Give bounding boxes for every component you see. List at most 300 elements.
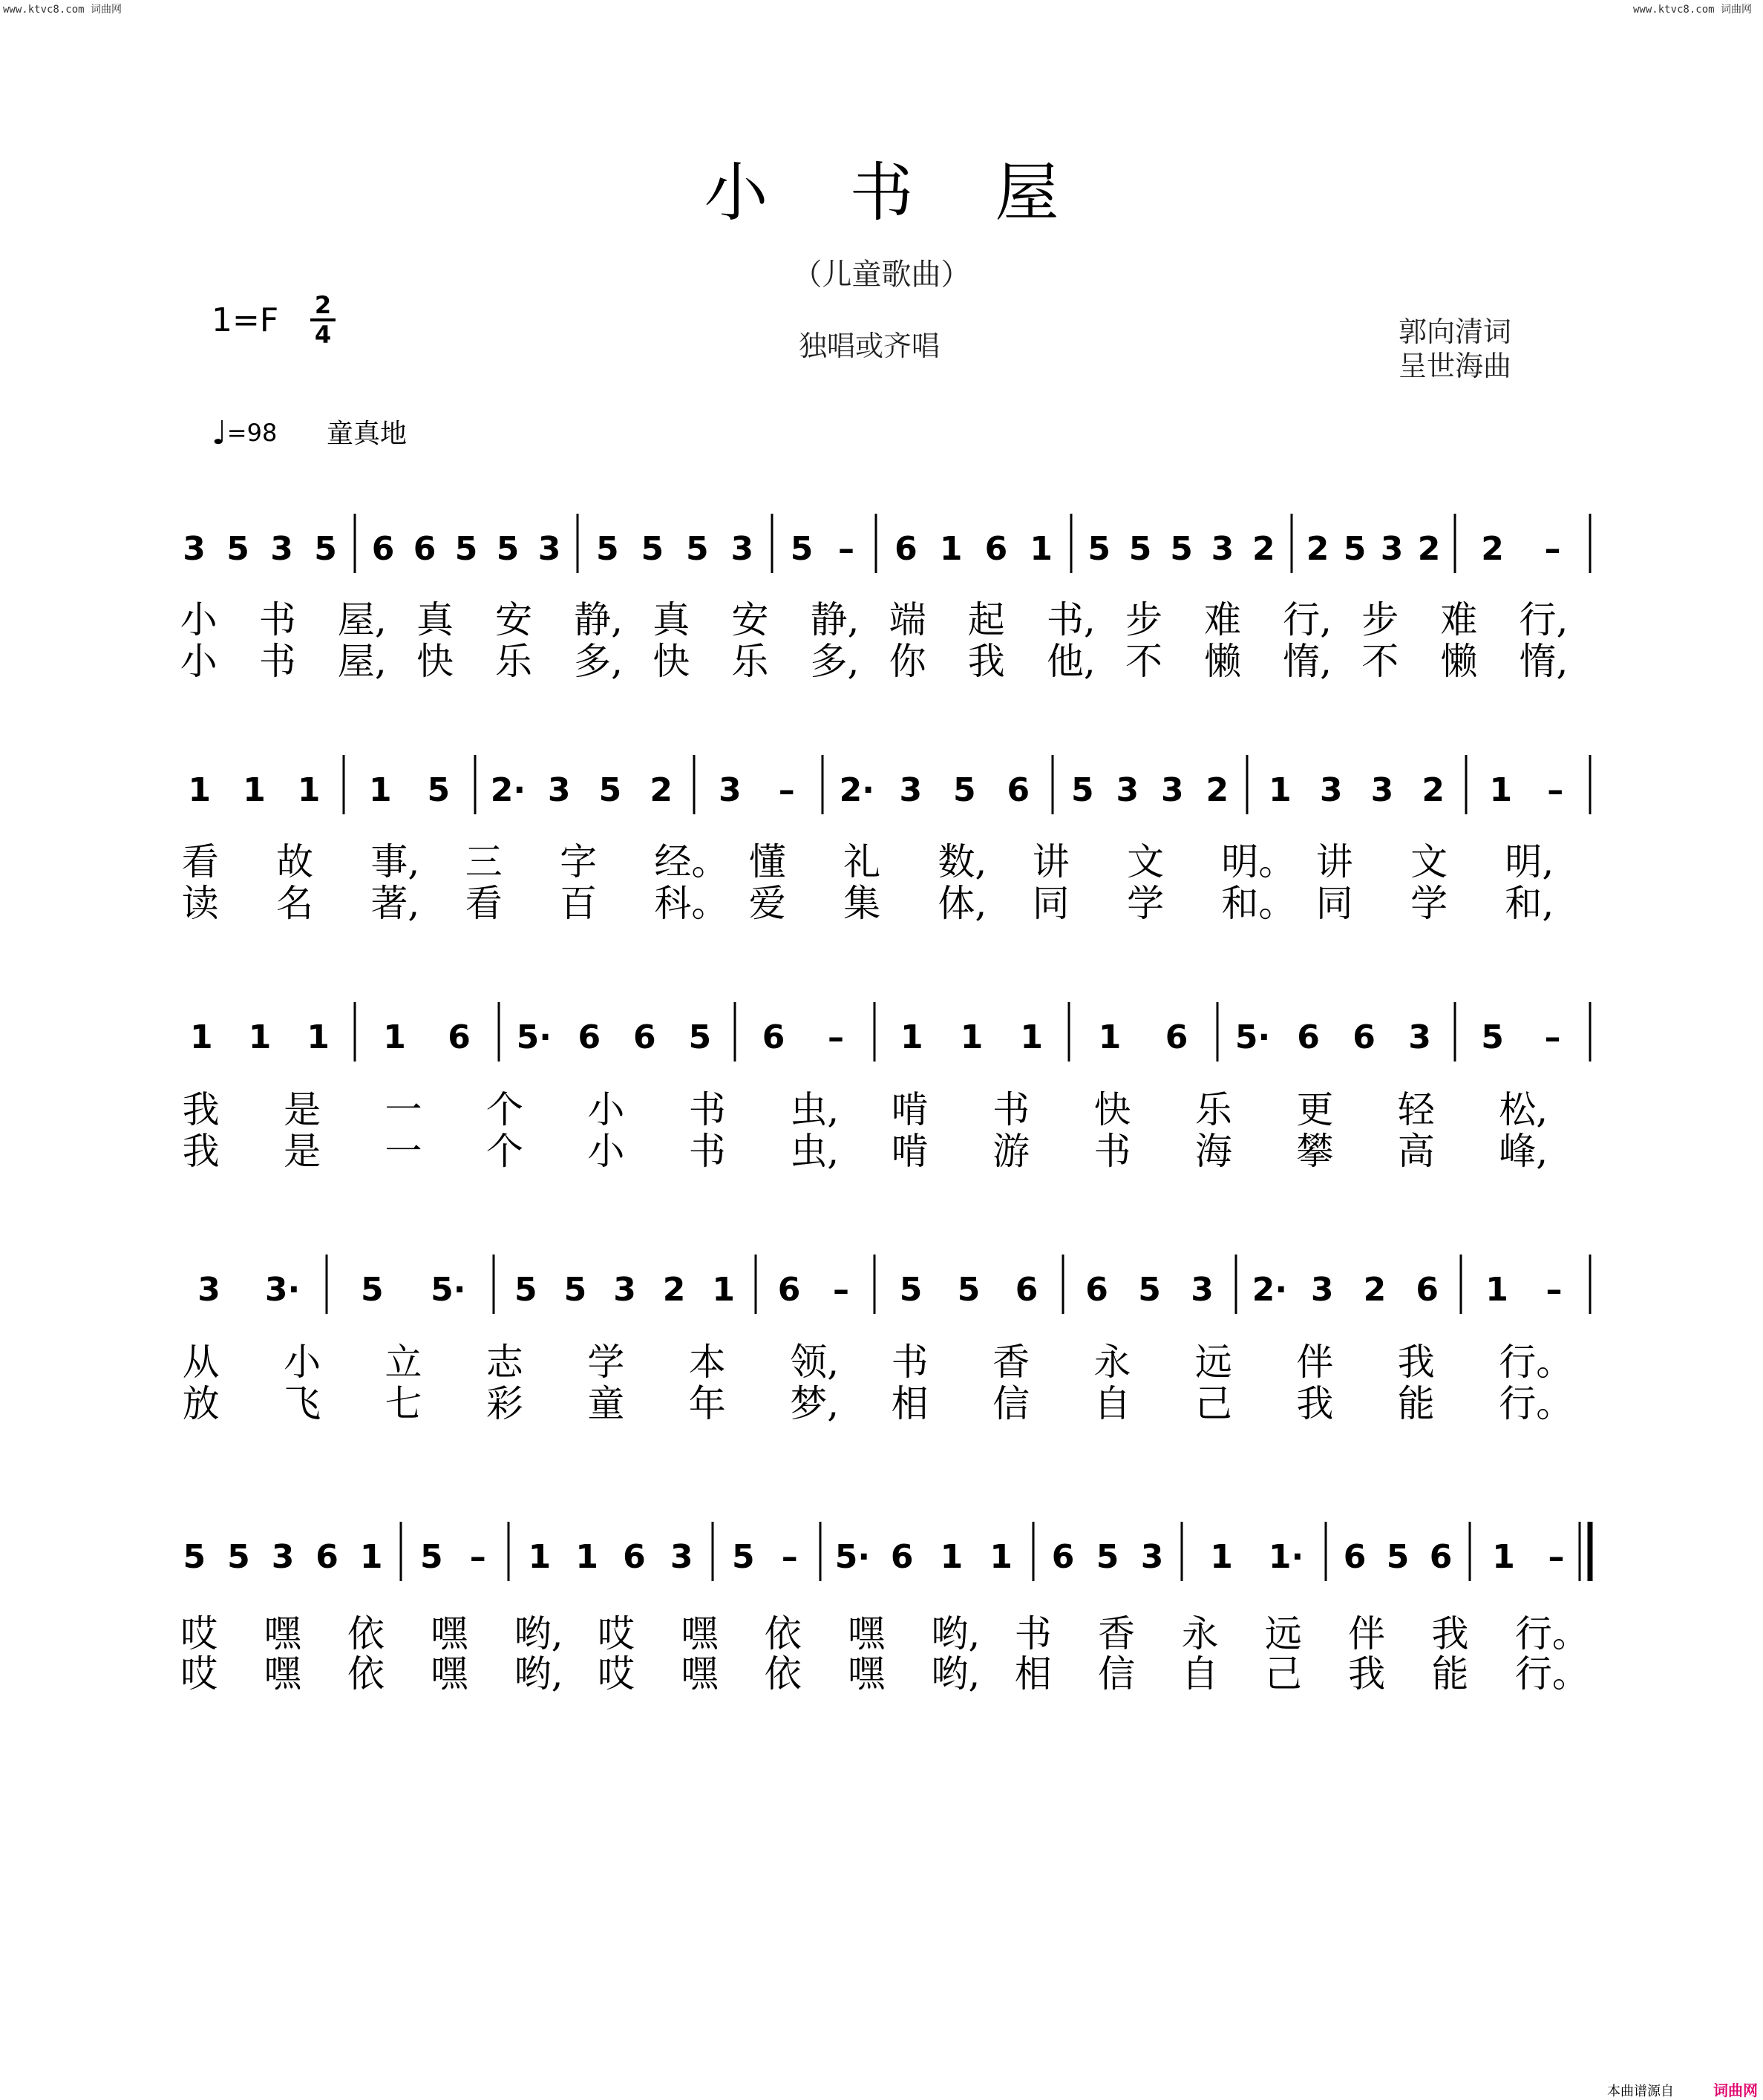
lyric-syllable: 本 [688, 1341, 726, 1384]
lyric-syllable: 书 [688, 1130, 726, 1173]
lyric-syllable: 看 [181, 840, 219, 883]
lyric-syllable: 同 [1315, 882, 1353, 925]
lyric-syllable: 难 [1204, 598, 1242, 641]
lyric-syllable: 小 [587, 1130, 625, 1173]
lyric-syllable: 个 [485, 1088, 523, 1131]
lyric-syllable: 是 [284, 1088, 321, 1131]
lyric-syllable: 立 [385, 1341, 422, 1384]
lyric-syllable: 自 [1181, 1652, 1219, 1695]
lyric-syllable: 步 [1361, 598, 1399, 641]
note: 1 [960, 1018, 984, 1056]
watermark-top-left: www.ktvc8.com 词曲网 [3, 4, 122, 16]
note: 6 [1416, 1271, 1439, 1309]
lyric-syllable: 我 [1431, 1612, 1469, 1655]
lyric-syllable: 嘿 [431, 1652, 468, 1695]
lyric-syllable: 乐 [731, 640, 769, 683]
note: 3 [899, 771, 923, 809]
note: 5 [419, 1538, 443, 1576]
lyric-syllable: 学 [1127, 882, 1165, 925]
lyric-syllable: 己 [1264, 1652, 1302, 1695]
lyric-syllable: 行, [1283, 598, 1332, 641]
lyric-syllable: 起 [967, 598, 1005, 641]
lyric-syllable: 同 [1032, 882, 1070, 925]
note: 6 [984, 530, 1008, 568]
note: – [828, 1018, 844, 1056]
lyric-syllable: 我 [1348, 1652, 1386, 1695]
lyric-syllable: 是 [284, 1130, 321, 1173]
note: 3 [1370, 771, 1394, 809]
note: 2 [1206, 771, 1229, 809]
note: – [1544, 1018, 1561, 1056]
lyric-syllable: 书 [258, 598, 296, 641]
note: 5 [731, 1538, 755, 1576]
staff-3 [183, 1002, 1590, 1173]
note: 6 [777, 1271, 801, 1309]
lyric-syllable: 哎 [180, 1652, 218, 1695]
lyric-syllable: 字 [560, 840, 598, 883]
note: 3 [270, 530, 293, 568]
note: 1 [1489, 771, 1513, 809]
note: 1 [575, 1538, 598, 1576]
staff-2 [182, 755, 1590, 925]
note: 5· [1234, 1018, 1271, 1056]
note: 1 [1485, 1271, 1508, 1309]
lyric-syllable: 礼 [843, 840, 881, 883]
note: 3 [1319, 771, 1343, 809]
note: – [838, 530, 854, 568]
lyric-syllable: 行。 [1499, 1382, 1574, 1425]
note: 1 [190, 1018, 213, 1056]
lyric-syllable: 志 [485, 1341, 523, 1384]
lyric-syllable: 懒 [1204, 640, 1242, 683]
lyric-syllable: 科。 [654, 882, 729, 925]
lyric-syllable: 哟, [931, 1652, 981, 1695]
lyric-syllable: 能 [1397, 1382, 1435, 1425]
note: 2 [1363, 1271, 1387, 1309]
tempo-value: =98 [226, 419, 278, 447]
note: 3 [1380, 530, 1404, 568]
note: 5 [641, 530, 664, 568]
note: – [469, 1538, 486, 1576]
note: 6 [1051, 1538, 1075, 1576]
note: 3 [271, 1538, 295, 1576]
staff-4 [183, 1255, 1590, 1425]
note: 6 [448, 1018, 471, 1056]
note: 5 [226, 530, 249, 568]
lyric-syllable: 书 [688, 1088, 726, 1131]
lyric-syllable: 嘿 [264, 1652, 301, 1695]
note: 6 [890, 1538, 914, 1576]
note: 3 [1140, 1538, 1164, 1576]
lyric-syllable: 端 [889, 598, 926, 641]
note: 3 [197, 1271, 220, 1309]
note: 6 [1343, 1538, 1367, 1576]
lyric-syllable: 能 [1431, 1652, 1469, 1695]
note: – [1547, 771, 1564, 809]
lyric-syllable: 集 [843, 882, 881, 925]
lyric-syllable: 更 [1296, 1088, 1334, 1131]
song-subtitle: （儿童歌曲） [792, 258, 971, 292]
note: 5 [1070, 771, 1094, 809]
note: 5 [563, 1271, 587, 1309]
note: 1 [1020, 1018, 1043, 1056]
lyric-syllable: 书 [1093, 1130, 1131, 1173]
lyric-syllable: 一 [385, 1088, 422, 1131]
lyric-syllable: 我 [182, 1088, 220, 1131]
lyric-syllable: 从 [182, 1341, 220, 1384]
quarter-note-icon: ♩ [212, 414, 227, 452]
note: 1 [940, 1538, 964, 1576]
lyricist-credit: 郭向清词 [1399, 315, 1512, 348]
note: 5 [1128, 530, 1152, 568]
lyric-syllable: 小 [284, 1341, 321, 1384]
note: 1 [528, 1538, 552, 1576]
lyric-syllable: 自 [1093, 1382, 1131, 1425]
lyric-syllable: 故 [276, 840, 314, 883]
lyric-syllable: 依 [347, 1612, 385, 1655]
lyric-syllable: 安 [495, 598, 533, 641]
note: 6 [894, 530, 918, 568]
lyric-syllable: 三 [465, 840, 503, 883]
note: 6 [371, 530, 395, 568]
lyric-syllable: 名 [276, 882, 314, 925]
lyric-syllable: 书 [891, 1341, 929, 1384]
lyric-syllable: 嘿 [848, 1652, 886, 1695]
lyric-syllable: 体, [938, 882, 987, 925]
lyric-syllable: 一 [385, 1130, 422, 1173]
lyric-syllable: 懂 [748, 840, 786, 883]
lyric-syllable: 哎 [598, 1612, 635, 1655]
lyric-syllable: 相 [1014, 1652, 1052, 1695]
lyric-syllable: 百 [560, 882, 598, 925]
note: 6 [632, 1018, 656, 1056]
note: 1 [297, 771, 321, 809]
lyric-syllable: 讲 [1032, 840, 1070, 883]
note: 3 [1408, 1018, 1431, 1056]
lyric-syllable: 高 [1397, 1130, 1435, 1173]
note: 1 [1269, 771, 1292, 809]
note: 1 [368, 771, 392, 809]
note: 3 [1310, 1271, 1334, 1309]
note: 2· [839, 771, 874, 809]
lyric-syllable: 依 [764, 1612, 802, 1655]
note: 6 [413, 530, 436, 568]
note: 3 [537, 530, 561, 568]
note: 5 [688, 1018, 712, 1056]
lyric-syllable: 快 [1093, 1088, 1131, 1131]
note: 2· [490, 771, 526, 809]
note: 3 [730, 530, 754, 568]
note: 6 [578, 1018, 601, 1056]
lyric-syllable: 事, [370, 840, 420, 883]
lyric-syllable: 攀 [1296, 1130, 1334, 1173]
lyric-syllable: 哎 [180, 1612, 218, 1655]
note: – [1544, 530, 1561, 568]
note: 1 [939, 530, 963, 568]
note: 6 [623, 1538, 646, 1576]
lyric-syllable: 和, [1505, 882, 1554, 925]
lyric-syllable: 飞 [284, 1382, 321, 1425]
note: 5 [685, 530, 709, 568]
lyric-syllable: 永 [1181, 1612, 1219, 1655]
lyric-syllable: 行。 [1514, 1652, 1589, 1695]
lyric-syllable: 多, [574, 640, 624, 683]
lyric-syllable: 放 [182, 1382, 220, 1425]
note: 5 [1386, 1538, 1410, 1576]
footer-site-logo: 词曲网 [1713, 2081, 1758, 2099]
lyric-syllable: 七 [385, 1382, 422, 1425]
note: 5 [360, 1271, 384, 1309]
note: 1· [1268, 1538, 1304, 1576]
staff-5 [180, 1522, 1590, 1695]
note: 3 [1211, 530, 1234, 568]
note: 6 [1352, 1018, 1376, 1056]
note: 6 [1429, 1538, 1453, 1576]
note: 5 [496, 530, 520, 568]
note: 5 [1138, 1271, 1161, 1309]
lyric-syllable: 虫, [790, 1130, 840, 1173]
note: 6 [1007, 771, 1030, 809]
note: 6 [1015, 1271, 1038, 1309]
note: 5 [454, 530, 478, 568]
lyric-syllable: 乐 [495, 640, 533, 683]
lyric-syllable: 快 [652, 640, 690, 683]
lyric-syllable: 海 [1194, 1130, 1232, 1173]
lyric-syllable: 屋, [337, 598, 387, 641]
lyric-syllable: 我 [182, 1130, 220, 1173]
lyric-syllable: 松, [1499, 1088, 1548, 1131]
lyric-syllable: 经。 [654, 840, 729, 883]
lyric-syllable: 文 [1127, 840, 1165, 883]
note: 5 [314, 530, 337, 568]
lyric-syllable: 书 [1014, 1612, 1052, 1655]
lyric-syllable: 小 [587, 1088, 625, 1131]
lyric-syllable: 文 [1410, 840, 1448, 883]
note: 1 [307, 1018, 330, 1056]
lyric-syllable: 和。 [1221, 882, 1296, 925]
note: – [778, 771, 795, 809]
note: 5 [183, 1538, 206, 1576]
note: 3 [613, 1271, 636, 1309]
note: 2 [1252, 530, 1275, 568]
lyric-syllable: 著, [370, 882, 420, 925]
lyric-syllable: 我 [1296, 1382, 1334, 1425]
time-signature-top: 2 [314, 291, 332, 319]
note: 5 [1481, 1018, 1504, 1056]
lyric-syllable: 真 [652, 598, 690, 641]
lyric-syllable: 己 [1194, 1382, 1232, 1425]
note: 5· [431, 1271, 466, 1309]
lyric-syllable: 嘿 [264, 1612, 301, 1655]
lyric-syllable: 虫, [790, 1088, 840, 1131]
lyric-syllable: 屋, [337, 640, 387, 683]
lyric-syllable: 年 [688, 1382, 726, 1425]
note: 1 [990, 1538, 1013, 1576]
lyric-syllable: 书 [992, 1088, 1030, 1131]
lyric-syllable: 相 [891, 1382, 929, 1425]
note: 3 [183, 530, 206, 568]
lyric-syllable: 不 [1361, 640, 1399, 683]
note: 2 [650, 771, 673, 809]
lyric-syllable: 数, [938, 840, 987, 883]
lyric-syllable: 惰, [1519, 640, 1569, 683]
lyric-syllable: 行, [1519, 598, 1569, 641]
composer-credit: 呈世海曲 [1399, 350, 1512, 382]
lyric-syllable: 快 [416, 640, 454, 683]
lyric-syllable: 我 [967, 640, 1005, 683]
note: 5 [427, 771, 451, 809]
note: 5 [952, 771, 976, 809]
lyric-syllable: 难 [1440, 598, 1478, 641]
lyric-syllable: 读 [181, 882, 219, 925]
note: 5 [598, 771, 622, 809]
lyric-syllable: 他, [1046, 640, 1096, 683]
lyric-syllable: 书, [1046, 598, 1096, 641]
note: 3 [670, 1538, 693, 1576]
lyric-syllable: 童 [587, 1382, 625, 1425]
lyric-syllable: 啃 [891, 1088, 929, 1131]
note: 5 [957, 1271, 981, 1309]
lyric-syllable: 明。 [1221, 840, 1296, 883]
lyric-syllable: 嘿 [848, 1612, 886, 1655]
note: 6 [315, 1538, 338, 1576]
lyric-syllable: 我 [1397, 1341, 1435, 1384]
lyric-syllable: 香 [992, 1341, 1030, 1384]
note: 5· [834, 1538, 871, 1576]
note: 1 [248, 1018, 272, 1056]
lyric-syllable: 步 [1125, 598, 1162, 641]
note: – [833, 1271, 849, 1309]
note: 5 [1096, 1538, 1119, 1576]
note: 5 [227, 1538, 250, 1576]
expression-marking: 童真地 [327, 419, 408, 449]
note: 3 [1191, 1271, 1214, 1309]
performance-note: 独唱或齐唱 [799, 330, 941, 362]
note: 6 [1085, 1271, 1108, 1309]
note: 1 [712, 1271, 736, 1309]
lyric-syllable: 行。 [1514, 1612, 1589, 1655]
note: 5 [1170, 530, 1193, 568]
note: 3 [547, 771, 571, 809]
lyric-syllable: 嘿 [431, 1612, 468, 1655]
song-title: 小书屋 [704, 156, 1141, 230]
lyric-syllable: 小 [180, 640, 217, 683]
lyric-syllable: 静, [574, 598, 624, 641]
lyric-syllable: 个 [485, 1130, 523, 1173]
note: 3 [1116, 771, 1139, 809]
lyric-syllable: 峰, [1499, 1130, 1548, 1173]
note: 1 [1098, 1018, 1122, 1056]
note: – [1546, 1271, 1563, 1309]
lyric-syllable: 哎 [598, 1652, 635, 1695]
lyric-syllable: 啃 [891, 1130, 929, 1173]
lyric-syllable: 安 [731, 598, 769, 641]
lyric-syllable: 依 [764, 1652, 802, 1695]
lyric-syllable: 哟, [514, 1612, 563, 1655]
lyric-syllable: 小 [180, 598, 217, 641]
lyric-syllable: 轻 [1397, 1088, 1435, 1131]
note: 5 [1343, 530, 1367, 568]
note: 5· [516, 1018, 552, 1056]
key-signature: 1=F [212, 301, 279, 339]
lyric-syllable: 伴 [1296, 1341, 1334, 1384]
lyric-syllable: 看 [465, 882, 503, 925]
note: 1 [1030, 530, 1053, 568]
note: 6 [762, 1018, 785, 1056]
lyric-syllable: 嘿 [681, 1652, 719, 1695]
note: 2 [1422, 771, 1445, 809]
lyric-syllable: 伴 [1348, 1612, 1386, 1655]
note: 5 [1087, 530, 1111, 568]
lyric-syllable: 嘿 [681, 1612, 719, 1655]
note: 6 [1297, 1018, 1320, 1056]
lyric-syllable: 哟, [514, 1652, 563, 1695]
lyric-syllable: 乐 [1194, 1088, 1232, 1131]
note: 2 [1306, 530, 1329, 568]
lyric-syllable: 信 [1098, 1652, 1136, 1695]
note: 2 [662, 1271, 686, 1309]
note: 1 [1492, 1538, 1515, 1576]
note: 5 [790, 530, 814, 568]
lyric-syllable: 多, [810, 640, 860, 683]
lyric-syllable: 惰, [1283, 640, 1332, 683]
time-signature-bottom: 4 [314, 321, 332, 349]
lyric-syllable: 哟, [931, 1612, 981, 1655]
lyric-syllable: 爱 [748, 882, 786, 925]
note: – [1548, 1538, 1565, 1576]
lyric-syllable: 真 [416, 598, 454, 641]
watermark-top-right: www.ktvc8.com 词曲网 [1633, 4, 1753, 16]
footer-source: 本曲谱源自 [1607, 2084, 1674, 2099]
note: 2 [1417, 530, 1441, 568]
lyric-syllable: 不 [1125, 640, 1162, 683]
note: 1 [900, 1018, 923, 1056]
note: 1 [243, 771, 266, 809]
lyric-syllable: 书 [258, 640, 296, 683]
lyric-syllable: 香 [1098, 1612, 1136, 1655]
lyric-syllable: 静, [810, 598, 860, 641]
note: 2 [1481, 530, 1504, 568]
note: 6 [1165, 1018, 1188, 1056]
lyric-syllable: 梦, [790, 1382, 840, 1425]
note: 5 [514, 1271, 537, 1309]
lyric-syllable: 彩 [485, 1382, 523, 1425]
lyric-syllable: 你 [889, 640, 926, 683]
note: 1 [359, 1538, 383, 1576]
lyric-syllable: 懒 [1440, 640, 1478, 683]
lyric-syllable: 明, [1505, 840, 1554, 883]
staff-1 [180, 514, 1590, 683]
lyric-syllable: 永 [1093, 1341, 1131, 1384]
lyric-syllable: 学 [587, 1341, 625, 1384]
lyric-syllable: 信 [992, 1382, 1030, 1425]
note: 2· [1252, 1271, 1288, 1309]
note: – [781, 1538, 798, 1576]
lyric-syllable: 行。 [1499, 1341, 1574, 1384]
note: 5 [899, 1271, 923, 1309]
note: 1 [1210, 1538, 1233, 1576]
lyric-syllable: 领, [790, 1341, 840, 1384]
note: 3· [264, 1271, 301, 1309]
lyric-syllable: 远 [1264, 1612, 1302, 1655]
lyric-syllable: 学 [1410, 882, 1448, 925]
lyric-syllable: 依 [347, 1652, 385, 1695]
lyric-syllable: 游 [992, 1130, 1030, 1173]
lyric-syllable: 远 [1194, 1341, 1232, 1384]
note: 3 [718, 771, 742, 809]
note: 5 [595, 530, 619, 568]
note: 3 [1160, 771, 1184, 809]
